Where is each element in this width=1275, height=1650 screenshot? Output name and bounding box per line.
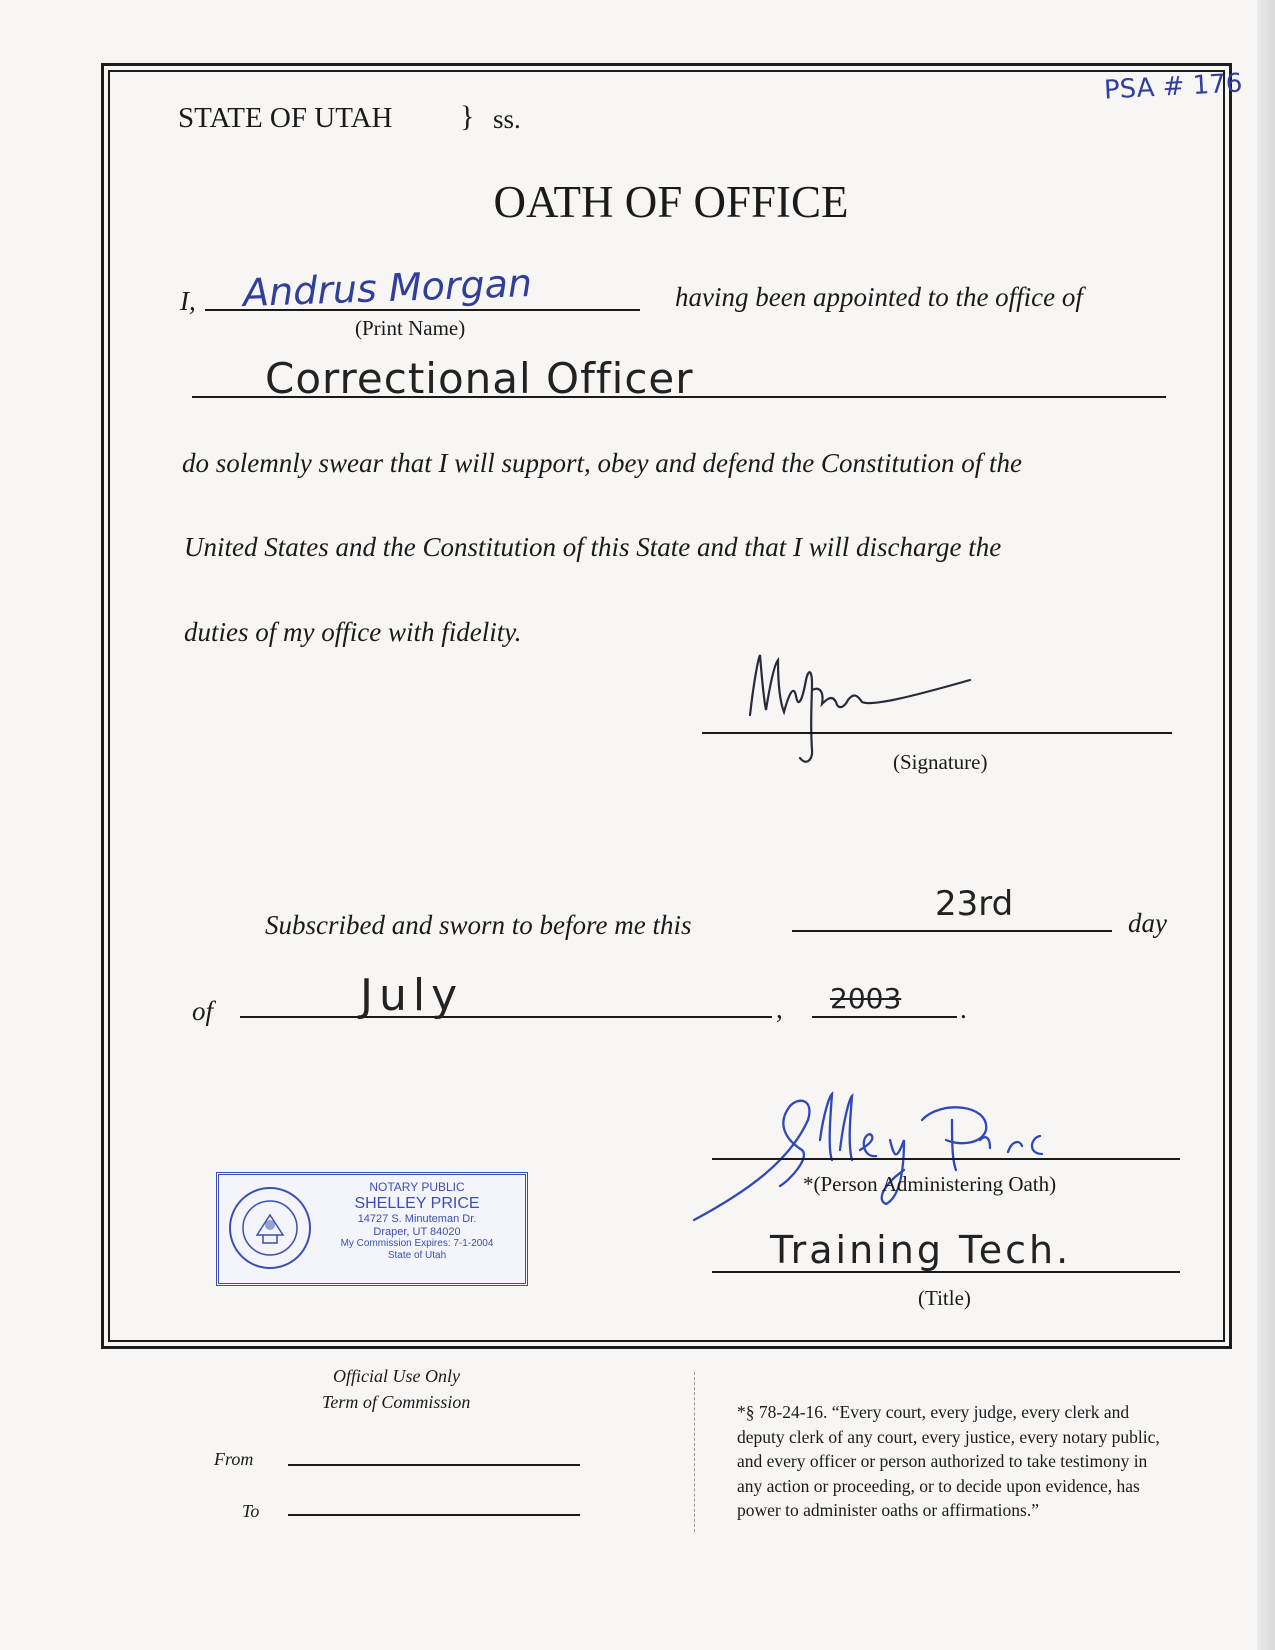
to-line bbox=[288, 1514, 580, 1516]
brace: } bbox=[460, 100, 475, 133]
administrator-line bbox=[712, 1158, 1180, 1160]
day-value: 23rd bbox=[935, 884, 1014, 924]
from-label: From bbox=[214, 1449, 254, 1469]
title-value: Training Tech. bbox=[770, 1228, 1072, 1272]
stamp-line-6: State of Utah bbox=[387, 1249, 447, 1261]
page-edge bbox=[1257, 0, 1275, 1650]
official-use-heading: Official Use Only bbox=[333, 1366, 460, 1386]
statute-line-3: and every officer or person authorized to take testimony in bbox=[737, 1451, 1148, 1471]
statute-line-1: *§ 78-24-16. “Every court, every judge, every clerk and bbox=[737, 1402, 1130, 1422]
title-caption: (Title) bbox=[918, 1286, 971, 1310]
administrator-signature bbox=[690, 1080, 1070, 1245]
oath-body-line-3: duties of my office with fidelity. bbox=[184, 617, 522, 647]
stamp-line-4: Draper, UT 84020 bbox=[373, 1225, 461, 1238]
term-of-commission-heading: Term of Commission bbox=[322, 1392, 471, 1412]
to-label: To bbox=[242, 1501, 260, 1521]
statute-line-4: any action or proceeding, or to decide upon evidence, has bbox=[737, 1475, 1140, 1496]
stamp-line-1: NOTARY PUBLIC bbox=[369, 1180, 465, 1194]
statute-line-2: deputy clerk of any court, every justice, every notary public, bbox=[737, 1426, 1160, 1447]
print-name-caption: (Print Name) bbox=[355, 316, 466, 340]
signature-line bbox=[702, 732, 1172, 734]
state-seal-icon bbox=[227, 1185, 313, 1271]
oath-body-line-2: United States and the Constitution of this State and that I will discharge the bbox=[184, 532, 1002, 562]
month-comma: , bbox=[776, 994, 783, 1024]
stamp-line-5: My Commission Expires: 7-1-2004 bbox=[340, 1238, 494, 1250]
print-name-value: Andrus Morgan bbox=[242, 260, 533, 316]
year-value: 2003 bbox=[830, 982, 902, 1015]
ss-label: ss. bbox=[493, 104, 521, 134]
statute-line-5: power to administer oaths or affirmations.” bbox=[737, 1500, 1039, 1520]
month-value: July bbox=[360, 970, 464, 1021]
administrator-caption: *(Person Administering Oath) bbox=[803, 1172, 1057, 1196]
i-label: I, bbox=[180, 286, 196, 316]
oath-body-line-1: do solemnly swear that I will support, obey and defend the Constitution of the bbox=[182, 448, 1022, 478]
stamp-line-3: 14727 S. Minuteman Dr. bbox=[357, 1213, 477, 1226]
notary-stamp bbox=[216, 1172, 528, 1286]
signature-caption: (Signature) bbox=[893, 750, 988, 774]
appointed-text: having been appointed to the office of bbox=[675, 282, 1083, 312]
month-line bbox=[240, 1016, 772, 1018]
section-divider bbox=[694, 1372, 695, 1532]
state-label: STATE OF UTAH bbox=[178, 102, 393, 134]
document-title: OATH OF OFFICE bbox=[493, 177, 849, 227]
subscribed-text: Subscribed and sworn to before me this bbox=[265, 910, 692, 940]
of-label: of bbox=[192, 996, 214, 1026]
psa-annotation: PSA # 176 bbox=[1103, 68, 1244, 106]
day-label: day bbox=[1128, 908, 1167, 938]
statute-text bbox=[737, 1400, 1160, 1523]
from-line bbox=[288, 1464, 580, 1466]
stamp-line-2: SHELLEY PRICE bbox=[354, 1194, 480, 1212]
day-line bbox=[792, 930, 1112, 932]
year-period: . bbox=[960, 994, 967, 1024]
year-line bbox=[812, 1016, 957, 1018]
office-value: Correctional Officer bbox=[265, 354, 694, 403]
